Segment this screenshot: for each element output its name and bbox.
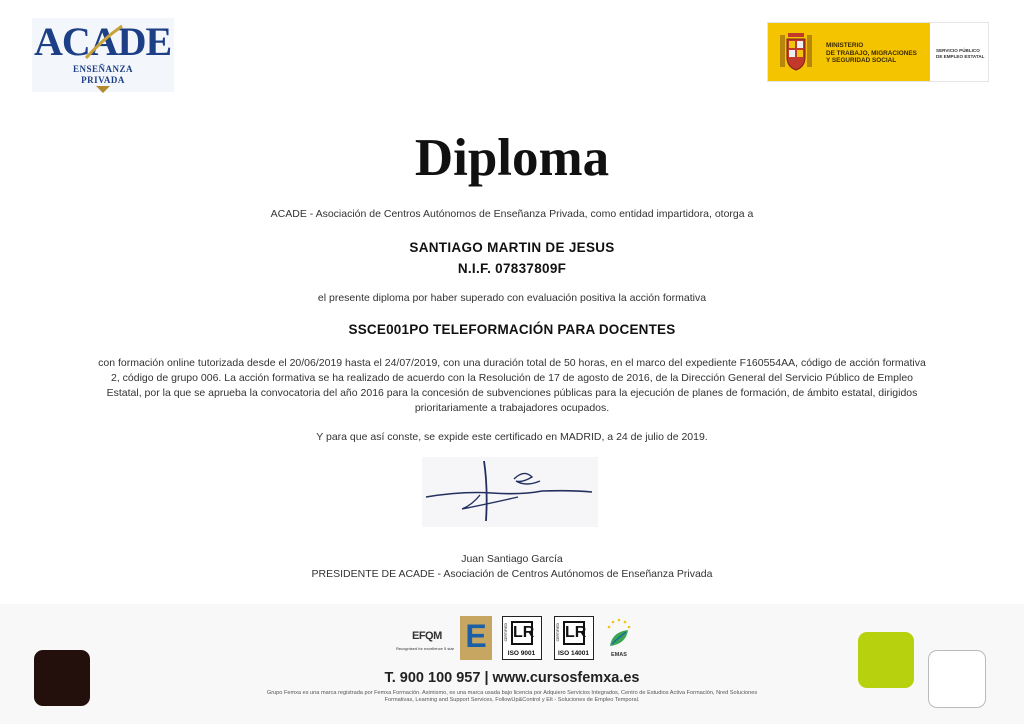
iso9001-label: ISO 9001 (507, 650, 536, 657)
decorative-square-white (928, 650, 986, 708)
efqm-subtitle: Recognised for excellence 5 star (395, 646, 454, 651)
decorative-square-dark (34, 650, 90, 706)
lr-mark: LR (511, 621, 533, 645)
lr-mark: LR (563, 621, 585, 645)
signer-role: PRESIDENTE DE ACADE - Asociación de Centros Autónomos de Enseñanza Privada (311, 568, 713, 580)
signer-name: Juan Santiago García (461, 553, 563, 565)
lr-iso14001-badge (554, 616, 594, 660)
signature (422, 457, 598, 527)
emas-label: EMAS (611, 652, 627, 658)
emas-logo (604, 616, 634, 662)
iso14001-label: ISO 14001 (557, 650, 590, 657)
ministry-logo (767, 22, 989, 82)
acade-logo (32, 18, 174, 92)
ministry-name (826, 42, 917, 65)
diploma-presentation: el presente diploma por haber superado con evaluación positiva la acción formativa (317, 292, 707, 304)
course-title: SSCE001PO TELEFORMACIÓN PARA DOCENTES (348, 322, 676, 337)
acade-swoosh-icon (84, 22, 124, 62)
efqm-logo (388, 626, 454, 660)
efqm-wordmark: EFQM (412, 630, 442, 642)
ministry-line-1: MINISTERIO (826, 42, 864, 49)
acade-triangle-icon (96, 86, 110, 93)
recipient-nif: N.I.F. 07837809F (457, 261, 567, 276)
coat-of-arms-icon (776, 29, 816, 75)
signature-scribble (422, 457, 598, 527)
footer-contact: T. 900 100 957 | www.cursosfemxa.es (384, 670, 640, 686)
recipient-name: SANTIAGO MARTIN DE JESUS (409, 240, 615, 255)
course-details: con formación online tutorizada desde el 20/06/2019 hasta el 24/07/2019, con una duración total de 50 horas, en el marco del expediente F160554AA, código de acción formativa 2, código de grupo 006. La acción formativa se ha realizado de acuerdo con la Resolución de 17 de agosto de 2016, de la Dirección General del Servicio Público de Empleo Estatal, por la que se aprueba la convocatoria del año 2016 para la concesión de subvenciones públicas para la ejecución de planes de formación, de ámbito estatal, dirigidos prioritariamente a trabajadores ocupados. (98, 357, 926, 414)
sepe-name (936, 48, 985, 59)
diploma-intro: ACADE - Asociación de Centros Autónomos de Enseñanza Privada, como entidad impartidora, otorga a (270, 208, 754, 220)
emas-leaf-icon (604, 616, 634, 652)
sepe-line-2: DE EMPLEO ESTATAL (936, 53, 985, 59)
decorative-square-green (858, 632, 914, 688)
excellence-badge (460, 616, 492, 660)
footer-legal: Grupo Femxa es una marca registrada por Femxa Formación. Asimismo, es una marca usada bajo licencia por Adquiero Servicios Integrados, Centro de Estudios Activa Formación, Nred Soluciones Formativas, Learning and Support Services, FollowUp&Control y Elt - Soluciones de Empleo Temporal. (266, 690, 758, 703)
diploma-title: Diploma (414, 129, 610, 187)
lr-certified-label: CERTIFIED (504, 623, 508, 642)
ministry-line-3: Y SEGURIDAD SOCIAL (826, 57, 897, 64)
sepe-line-1: SERVICIO PÚBLICO (936, 48, 980, 53)
lr-certified-label: CERTIFIED (556, 623, 560, 642)
acade-logo-wordmark: ACADE (34, 19, 172, 64)
lr-iso9001-badge (502, 616, 542, 660)
excellence-letter: E (465, 618, 487, 654)
acade-logo-line2: PRIVADA (81, 75, 125, 85)
acade-logo-line1: ENSEÑANZA (72, 64, 133, 74)
ministry-line-2: DE TRABAJO, MIGRACIONES (826, 49, 917, 57)
diploma-closing: Y para que así conste, se expide este certificado en MADRID, a 24 de julio de 2019. (316, 431, 708, 443)
